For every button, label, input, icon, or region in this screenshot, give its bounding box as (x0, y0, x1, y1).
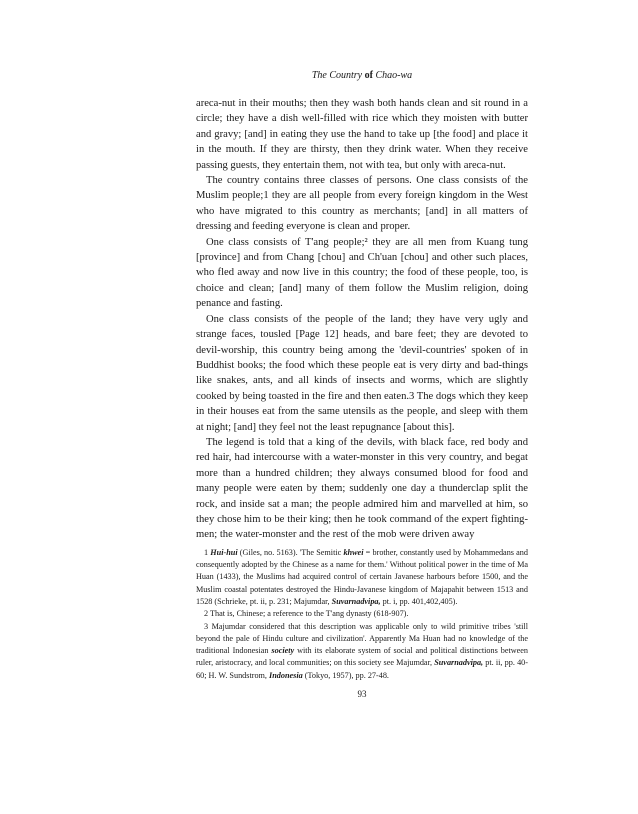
paragraph-3: One class consists of T'ang people;² they are all men from Kuang tung [province] and from Chang [chou] and Ch'uan [chou] and other such places, who fled away and now live in this country; the food of these people, too, is choice and clean; [and] many of them follow the Muslim religion, doing penance and fasting. (196, 236, 528, 310)
footnote-2: 2 That is, Chinese; a reference to the T'ang dynasty (618-907). (204, 609, 409, 619)
footnote-3-text-c: pt. ii, pp. 40-60; H. W. Sundstrom, (196, 658, 528, 680)
footnote-3-text-b: with its elaborate system of social and political distinctions between ruler, aristocracy, and local communities; on this society see Majumdar, (196, 646, 528, 668)
running-head-part3: Chao-wa (375, 70, 413, 81)
footnote-3-term: society (271, 646, 295, 656)
paragraph-2: The country contains three classes of persons. One class consists of the Muslim people;1 they are all people from every foreign kingdom in the West who have migrated to this country as merchants; [and] in all matters of dressing and feeding everyone is clean and proper. (196, 175, 528, 233)
footnote-1-term3: Suvarnadvipa, (331, 596, 381, 606)
paragraph-5: The legend is told that a king of the devils, with black face, red body and red hair, had intercourse with a water-monster in this very country, and begat more than a hundred children; they always consumed blood for food and many people were eaten by them; suddenly one day a thunderclap split the rock, and inside sat a man; the people admired him and marvelled at him, so they chose him to be their king; then he took command of the expert fighting-men; the water-monster and the rest of the mob were driven away (196, 436, 528, 541)
running-head-part2: of (364, 70, 373, 81)
footnote-1-text-a: (Giles, no. 5163). 'The Semitic (237, 547, 344, 557)
footnote-3 (196, 621, 528, 682)
footnote-1-number: 1 (204, 547, 209, 557)
footnote-1-text-c: pt. i, pp. 401,402,405). (380, 596, 458, 606)
footnote-1 (196, 547, 528, 608)
footnote-3-term2: Suvarnadvipa, (434, 658, 484, 668)
footnote-3-text-a: 3 Majumdar considered that this description was applicable only to wild primitive tribes 'still beyond the pale of Hindu culture and civilization'. Apparently Ma Huan had no knowledge of the traditional Indonesian (196, 621, 528, 656)
footnote-1-term2: khwei (343, 547, 364, 557)
footnote-1-text-b: = brother, constantly used by Mohammedans and consequently adopted by the Chinese as a name for them.' Without political power in the time of Ma Huan (1433), the Muslims had acquired control of certain Javanese harbours before 1500, and the Muslim coastal potentates destroyed the Hindu-Javanese kingdom of Majapahit between 1513 and 1528 (Schrieke, pt. ii, p. 231; Majumdar, (196, 547, 528, 606)
footnotes (196, 547, 528, 682)
book-page (196, 70, 528, 699)
running-head (196, 70, 528, 82)
footnote-3-text-d: (Tokyo, 1957), pp. 27-48. (302, 670, 389, 680)
paragraph-1: areca-nut in their mouths; then they wash both hands clean and sit round in a circle; they have a dish well-filled with rice which they moisten with butter and gravy; [and] in eating they use the hand to take up [the food] and place it in the mouth. If they are thirsty, then they drink water. When they receive passing guests, they entertain them, not with tea, but only with areca-nut. (196, 98, 528, 171)
paragraph-4: One class consists of the people of the land; they have very ugly and strange faces, tousled [Page 12] heads, and bare feet; they are devoted to devil-worship, this country being among the 'devil-countries' spoken of in Buddhist books; the food which these people eat is very dirty and bad-things like snakes, ants, and all kinds of insects and worms, which are slightly cooked by being toasted in the fire and then eaten.3 The dogs which they keep in their houses eat from the same utensils as the people, and sleep with them at night; [and] they feel not the least repugnance [about this]. (196, 313, 528, 433)
page-number: 93 (357, 689, 367, 700)
footnote-1-term: Hui-hui (210, 547, 238, 557)
body-text (196, 96, 528, 543)
running-head-part1: The Country (311, 70, 363, 81)
footnote-3-term3: Indonesia (269, 670, 303, 680)
